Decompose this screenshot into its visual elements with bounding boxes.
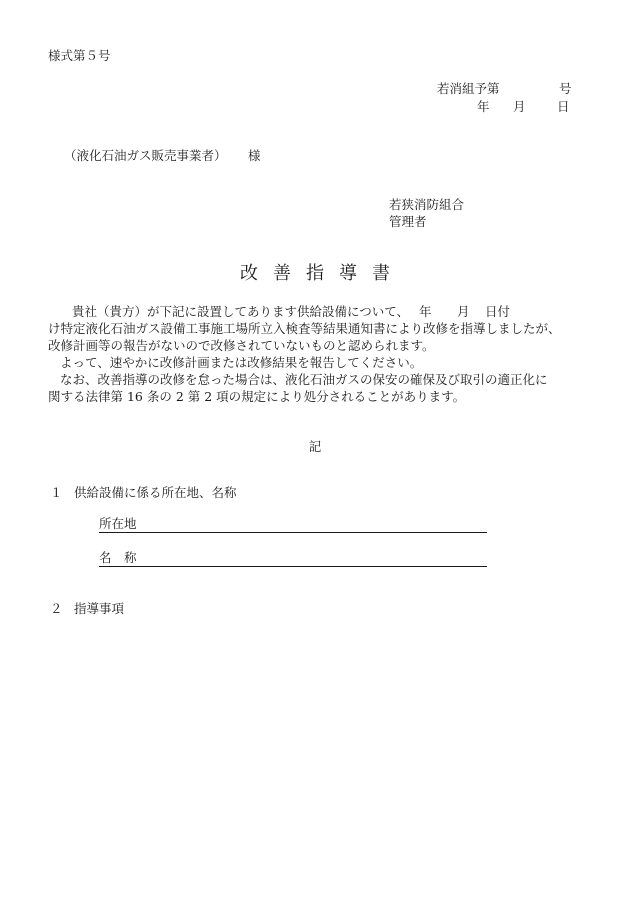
issuer-organization: 若狭消防組合 [389,197,465,212]
p1-year: 年 [419,304,432,319]
issue-date [477,99,570,114]
date-day: 日 [557,99,570,114]
p1-day-tail: 日付 [485,304,511,319]
form-number: 様式第５号 [48,48,111,63]
ki-heading: 記 [308,439,322,454]
body-paragraph-2: よって、速やかに改修計画または改修結果を報告してください。 [60,355,423,370]
body-paragraph-1-line-1 [48,303,608,320]
p1-month: 月 [457,304,470,319]
section-1-heading [50,487,237,500]
addressee-name: （液化石油ガス販売事業者） [64,148,227,163]
addressee-honorific: 様 [248,148,261,163]
section-2-heading [50,603,124,616]
section-2-number: ２ [50,601,63,616]
reference-suffix: 号 [559,81,572,96]
addressee [64,148,261,163]
location-label: 所在地 [99,516,137,531]
reference-prefix: 若消組予第 [437,81,500,96]
name-label: 名 称 [99,550,137,565]
section-1-title: 供給設備に係る所在地、名称 [74,485,237,500]
location-field[interactable] [99,518,487,533]
section-1-number: １ [50,485,63,500]
date-month: 月 [513,99,526,114]
issuer-title: 管理者 [389,214,427,229]
document-title: 改善指導書 [240,263,405,284]
date-year: 年 [477,99,490,114]
body-paragraph-3-line-1: なお、改善指導の改修を怠った場合は、液化石油ガスの保安の確保及び取引の適正化に [60,372,548,387]
section-2-title: 指導事項 [74,601,125,616]
p1-lead: 貴社（貴方）が下記に設置してあります供給設備について、 [72,304,410,319]
name-field[interactable] [99,552,487,567]
body-paragraph-1-line-3: 改修計画等の報告がないので改修されていないものと認められます。 [48,338,435,353]
body-paragraph-3-line-2: 関する法律第 16 条の 2 第 2 項の規定により処分されることがあります。 [48,389,466,404]
body-text [48,303,608,405]
body-paragraph-1-line-2: け特定液化石油ガス設備工事施工場所立入検査等結果通知書により改修を指導しましたが、 [48,321,561,336]
reference-number [437,81,572,96]
